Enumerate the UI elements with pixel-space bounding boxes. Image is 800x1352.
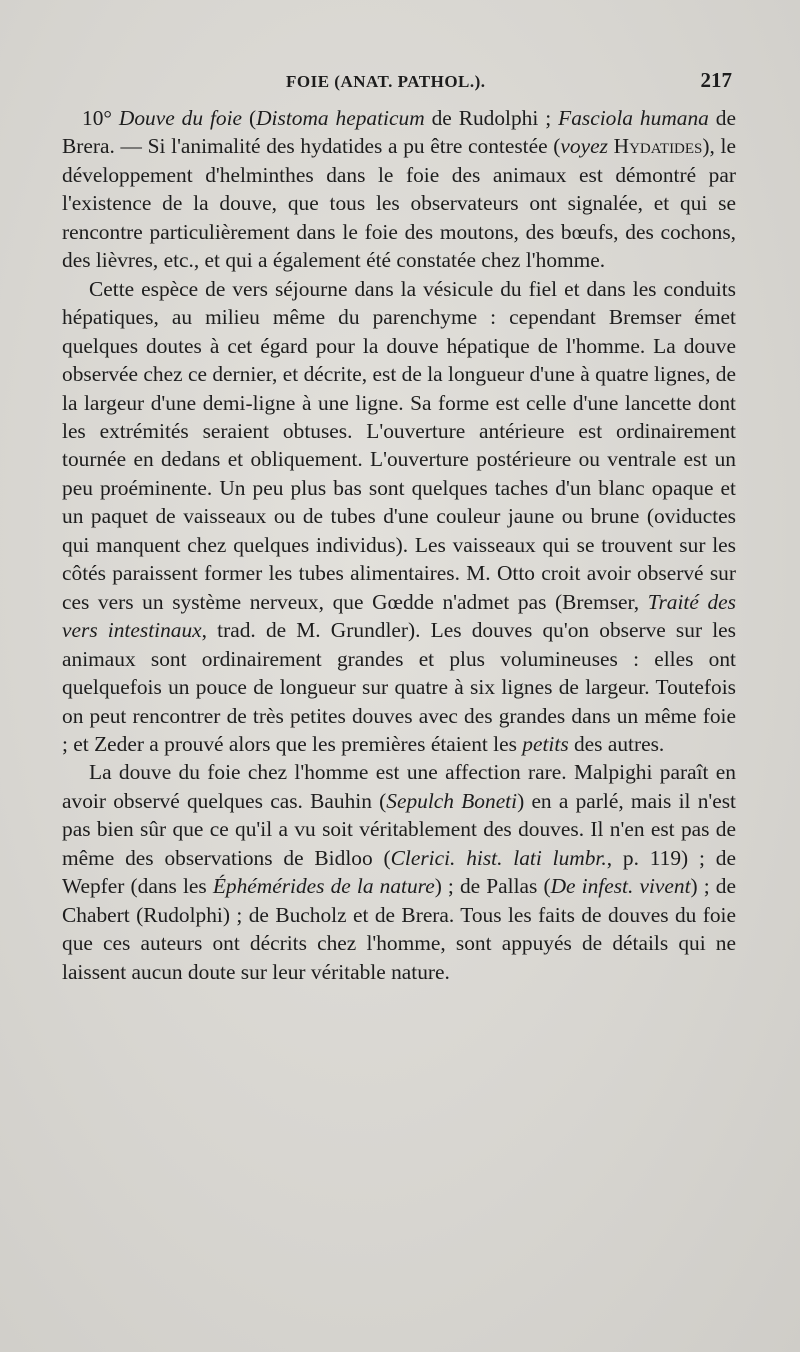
text-run: ), le développement d'helminthes dans le foie des animaux est démontré par l'existence de la douve, que tous les observateurs ont signalée, et qui se rencontre particulièrement dans le foie des moutons, des bœufs, des cochons, des lièvres, etc., et qui a également été constatée chez l'homme.	[62, 134, 736, 273]
text-run: La douve du foie chez l'homme est une affection rare. Malpighi paraît en avoir observé quelques cas. Bauhin (	[62, 760, 736, 813]
text-run: , p. 119) ; de Wepfer (dans les	[62, 845, 736, 899]
italic-run: De infest. vivent	[550, 874, 691, 899]
text-run: , trad. de M. Grundler). Les douves qu'on observe sur les animaux sont ordinairement grandes et plus volumineuses : elles ont quelquefois un pouce de longueur sur quatre à six lignes de largeur. Toutefois on peut rencontrer de très petites douves avec des grandes dans un même foie ; et Zeder a prouvé alors que les premières étaient les	[62, 618, 736, 756]
page-header	[62, 68, 736, 102]
italic-run: voyez	[560, 134, 608, 159]
text-run: ) en a parlé, mais il n'est pas bien sûr que ce qu'il a vu soit véritablement des douves. Il n'en est pas de même des observations de Bidloo (	[62, 788, 737, 870]
italic-run: Sepulch Boneti	[386, 788, 518, 813]
paragraph-1	[62, 104, 736, 275]
small-caps-run: Hydatides	[607, 134, 703, 159]
italic-run: Éphémérides de la nature	[212, 874, 435, 899]
text-run: de Rudolphi ;	[424, 106, 559, 130]
italic-run: Fasciola humana	[558, 106, 709, 130]
text-run: ) ; de Chabert (Rudolphi) ; de Bucholz et de Brera. Tous les faits de douves du foie que ces auteurs ont décrits chez l'homme, sont appuyés de détails qui ne laissent aucun doute sur leur véritable nature.	[62, 874, 736, 984]
text-run: de Brera. — Si l'animalité des hydatides a pu être contestée (	[62, 106, 736, 159]
italic-run: Traité des vers intestinaux	[62, 589, 736, 643]
text-run: 10°	[82, 106, 119, 130]
page-number: 217	[700, 68, 732, 92]
paragraph-3	[62, 758, 736, 986]
text-run: ) ; de Pallas (	[434, 874, 551, 899]
text-run: (	[242, 106, 257, 130]
text-run: Cette espèce de vers séjourne dans la vésicule du fiel et dans les conduits hépatiques, au milieu même du parenchyme : cependant Bremser émet quelques doutes à cet égard pour la douve hépatique de l'homme. La douve observée chez ce dernier, et décrite, est de la longueur d'une à quatre lignes, de la largeur d'une demi-ligne à une ligne. Sa forme est celle d'une lancette dont les extrémités seraient obtuses. L'ouverture antérieure est ordinairement tournée en dedans et obliquement. L'ouverture postérieure ou ventrale est un peu proéminente. Un peu plus bas sont quelques taches d'un blanc opaque et un paquet de vaisseaux ou de tubes d'une couleur jaune ou brune (oviductes qui manquent chez quelques individus). Les vaisseaux qui se trouvent sur les côtés paraissent former les tubes alimentaires. M. Otto croit avoir observé sur ces vers un système nerveux, que Gœdde n'admet pas (Bremser,	[62, 276, 736, 614]
paragraph-2	[62, 275, 736, 759]
italic-run: Distoma hepaticum	[256, 106, 425, 130]
running-head: FOIE (ANAT. PATHOL.).	[286, 72, 486, 91]
body-text	[62, 104, 736, 986]
text-run: des autres.	[568, 731, 665, 756]
italic-run: petits	[522, 731, 569, 756]
italic-run: Douve du foie	[118, 106, 243, 130]
italic-run: Clerici. hist. lati lumbr.	[390, 845, 607, 870]
